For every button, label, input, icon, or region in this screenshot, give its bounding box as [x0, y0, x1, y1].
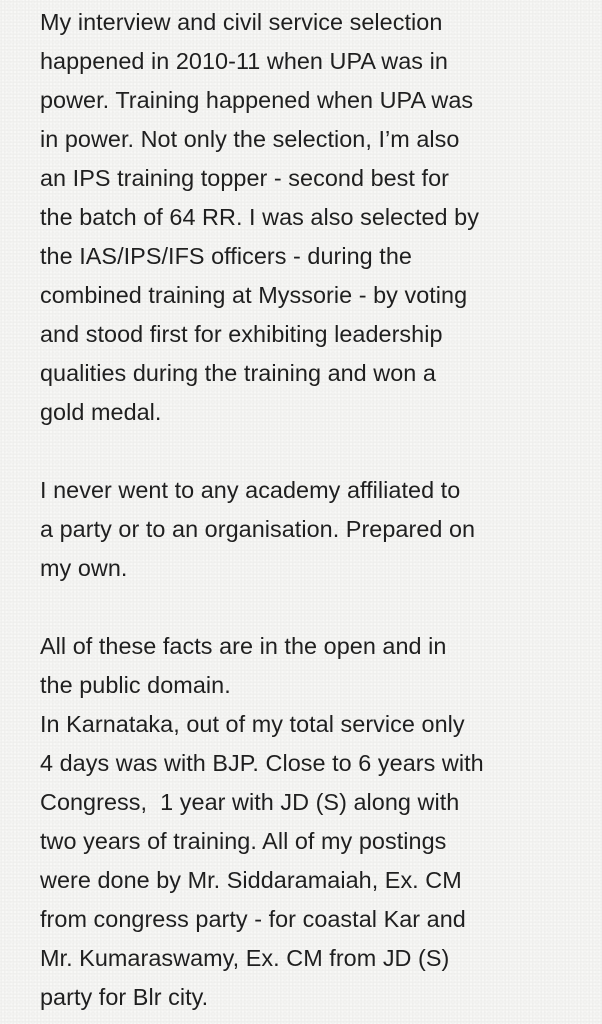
text-line: the batch of 64 RR. I was also selected by: [40, 204, 479, 230]
text-line: gold medal.: [40, 399, 162, 425]
text-line: the public domain.: [40, 672, 231, 698]
text-line: Mr. Kumaraswamy, Ex. CM from JD (S): [40, 945, 450, 971]
text-line: Congress, 1 year with JD (S) along with: [40, 789, 460, 815]
text-line: 4 days was with BJP. Close to 6 years with: [40, 750, 484, 776]
text-line: an IPS training topper - second best for: [40, 165, 449, 191]
text-line: the IAS/IPS/IFS officers - during the: [40, 243, 412, 269]
text-line: power. Training happened when UPA was: [40, 87, 474, 113]
text-line: All of these facts are in the open and in: [40, 633, 447, 659]
paragraph-2: [40, 471, 585, 588]
text-line: in power. Not only the selection, I’m also: [40, 126, 460, 152]
text-line: My interview and civil service selection: [40, 9, 443, 35]
text-line: and stood first for exhibiting leadership: [40, 321, 443, 347]
text-line: In Karnataka, out of my total service only: [40, 711, 465, 737]
paragraph-gap: [40, 432, 585, 471]
paragraph-3: [40, 627, 585, 1017]
text-line: two years of training. All of my postings: [40, 828, 447, 854]
text-line: qualities during the training and won a: [40, 360, 436, 386]
text-line: were done by Mr. Siddaramaiah, Ex. CM: [40, 867, 462, 893]
text-line: my own.: [40, 555, 128, 581]
text-line: combined training at Myssorie - by voting: [40, 282, 468, 308]
text-line: a party or to an organisation. Prepared on: [40, 516, 476, 542]
text-line: party for Blr city.: [40, 984, 209, 1010]
text-line: happened in 2010-11 when UPA was in: [40, 48, 448, 74]
paragraph-1: [40, 3, 585, 432]
text-line: I never went to any academy affiliated to: [40, 477, 461, 503]
paragraph-gap: [40, 588, 585, 627]
note-body: [40, 3, 585, 1017]
text-line: from congress party - for coastal Kar and: [40, 906, 466, 932]
